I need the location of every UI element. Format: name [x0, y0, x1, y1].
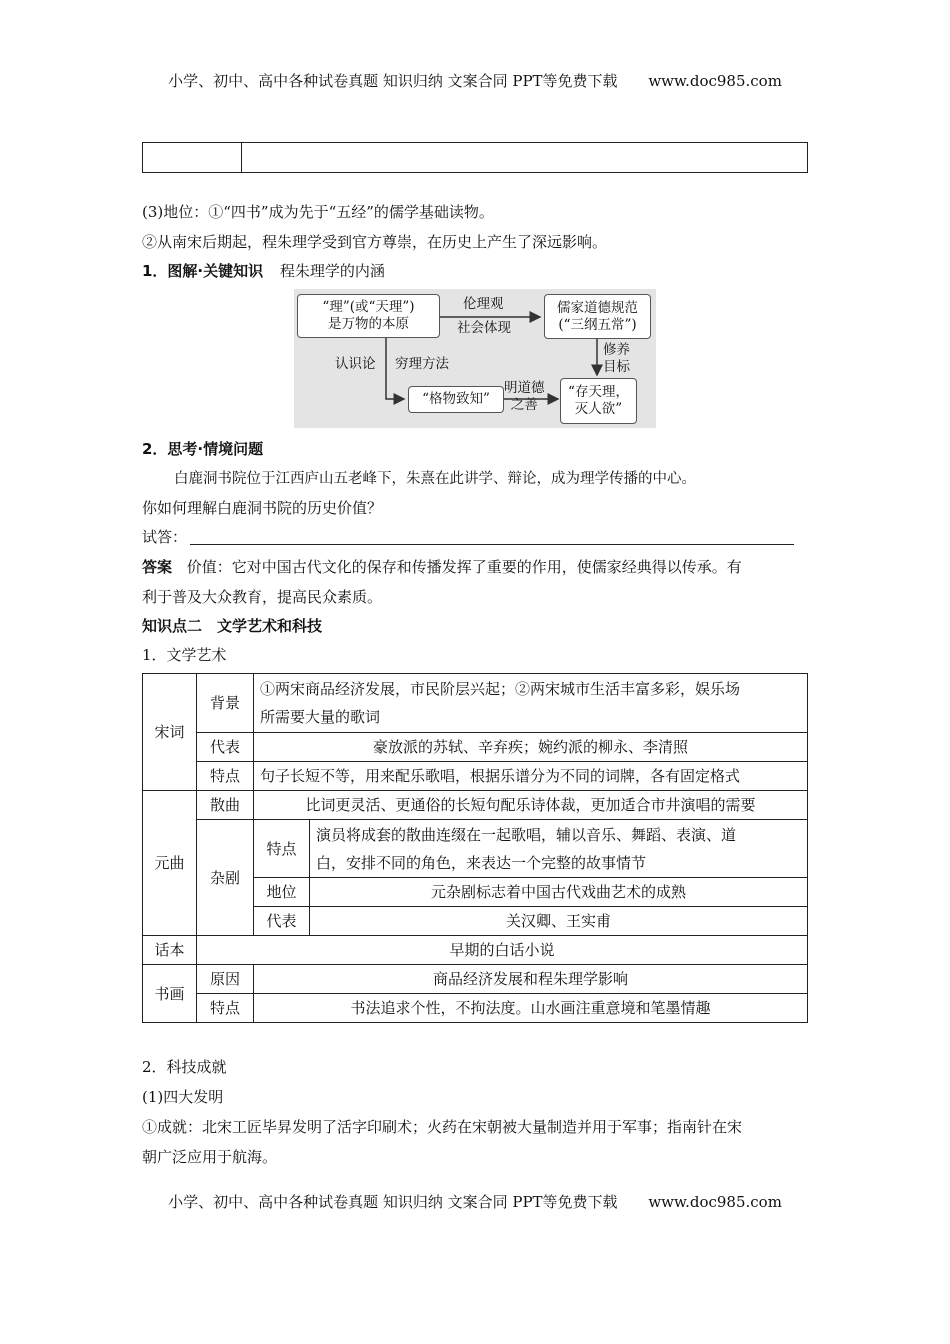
- kp2-title: 知识点二 文学艺术和科技: [142, 617, 323, 635]
- cell-sh-feat-label: 特点: [197, 994, 254, 1023]
- cell-zaju-feat-line2: 白，安排不同的角色，来表达一个完整的故事情节: [316, 853, 647, 872]
- cell-bg-line1: ①两宋商品经济发展，市民阶层兴起；②两宋城市生活丰富多彩，娱乐场: [260, 680, 741, 698]
- label-shehui: 社会体现: [457, 320, 511, 336]
- context-paragraph: 白鹿洞书院位于江西庐山五老峰下，朱熹在此讲学、辩论，成为理学传播的中心。: [174, 471, 696, 487]
- cell-sanqu: 散曲: [197, 791, 254, 820]
- label-xiuyang-line2: 目标: [603, 359, 630, 375]
- cell-bg: [254, 674, 808, 733]
- cell-zaju-feat-line1: 演员将成套的散曲连缀在一起歌唱，辅以音乐、舞蹈、表演、道: [316, 825, 737, 844]
- box-rujia-line1: 儒家道德规范: [557, 299, 638, 316]
- empty-cell-left: [143, 143, 242, 173]
- sci-line-2: 朝广泛应用于航海。: [142, 1148, 278, 1166]
- sci-sub: (1)四大发明: [142, 1088, 224, 1106]
- lixue-diagram: [294, 289, 656, 428]
- label-mingdao: [504, 380, 545, 414]
- box-rujia: [544, 294, 651, 339]
- cell-rep-label: 代表: [197, 733, 254, 762]
- cell-zaju-pos: 元杂剧标志着中国古代戏曲艺术的成熟: [310, 878, 808, 907]
- cell-bg-label: 背景: [197, 674, 254, 733]
- cell-sanqu-text: 比词更灵活、更通俗的长短句配乐诗体裁，更加适合市井演唱的需要: [254, 791, 808, 820]
- cell-feat-label: 特点: [197, 762, 254, 791]
- try-label: 试答：: [142, 528, 188, 546]
- label-xiuyang-line1: 修养: [603, 342, 630, 358]
- top-table-fragment: [142, 142, 808, 173]
- cell-yuanqu: 元曲: [143, 791, 197, 936]
- status-line-1: (3)地位：①“四书”成为先于“五经”的儒学基础读物。: [142, 203, 494, 221]
- label-qiongli: 穷理方法: [395, 356, 449, 372]
- cell-bg-line2: 所需要大量的歌词: [260, 708, 381, 726]
- footer-text: 小学、初中、高中各种试卷真题 知识归纳 文案合同 PPT等免费下载: [168, 1193, 618, 1211]
- box-cun-line2: 灭人欲”: [574, 401, 623, 417]
- header-text: 小学、初中、高中各种试卷真题 知识归纳 文案合同 PPT等免费下载: [168, 72, 618, 90]
- empty-cell-right: [242, 143, 808, 173]
- cell-zaju-feat: [310, 820, 808, 878]
- literature-table: [142, 673, 808, 1023]
- cell-huaben-text: 早期的白话小说: [197, 936, 808, 965]
- section1-subtitle: 程朱理学的内涵: [279, 262, 385, 280]
- label-mingdao-line1: 明道德: [504, 380, 545, 396]
- answer-blank-line: [190, 544, 794, 545]
- cell-zaju-pos-label: 地位: [254, 878, 310, 907]
- answer-label: 答案: [142, 558, 173, 576]
- cell-huaben: 话本: [143, 936, 197, 965]
- cell-rep: 豪放派的苏轼、辛弃疾；婉约派的柳永、李清照: [254, 733, 808, 762]
- lit-title: 1．文学艺术: [142, 646, 227, 664]
- label-renshi: 认识论: [335, 356, 376, 372]
- box-cun: [560, 378, 637, 424]
- answer-line-2: 利于普及大众教育，提高民众素质。: [142, 588, 383, 606]
- sci-line-1: ①成就：北宋工匠毕昇发明了活字印刷术；火药在宋朝被大量制造并用于军事；指南针在宋: [142, 1118, 743, 1136]
- status-line-2: ②从南宋后期起，程朱理学受到官方尊崇，在历史上产生了深远影响。: [142, 233, 608, 251]
- cell-sh-feat: 书法追求个性，不拘法度。山水画注重意境和笔墨情趣: [254, 994, 808, 1023]
- box-gewu-text: “格物致知”: [422, 391, 490, 407]
- cell-cause-label: 原因: [197, 965, 254, 994]
- box-li-line2: 是万物的本原: [328, 316, 409, 332]
- page-footer: [0, 1191, 950, 1212]
- box-gewu: [408, 386, 504, 413]
- answer-text-1: 价值：它对中国古代文化的保存和传播发挥了重要的作用，使儒家经典得以传承。有: [186, 558, 742, 576]
- cell-cause: 商品经济发展和程朱理学影响: [254, 965, 808, 994]
- label-xiuyang: [603, 342, 630, 376]
- cell-feat: 句子长短不等，用来配乐歌唱，根据乐谱分为不同的词牌，各有固定格式: [254, 762, 808, 791]
- cell-zaju-rep-label: 代表: [254, 907, 310, 936]
- section1-heading: [142, 260, 385, 282]
- header-site: www.doc985.com: [648, 72, 782, 90]
- page-header: [0, 70, 950, 91]
- label-lunli: 伦理观: [463, 296, 504, 312]
- section1-title: 1．图解·关键知识: [142, 262, 264, 280]
- cell-songci: 宋词: [143, 674, 197, 791]
- cell-zaju-feat-label: 特点: [254, 820, 310, 878]
- cell-zaju: 杂剧: [197, 820, 254, 936]
- box-li: [297, 294, 440, 338]
- section2-title: 2．思考·情境问题: [142, 440, 264, 458]
- question-text: 你如何理解白鹿洞书院的历史价值？: [142, 499, 383, 517]
- label-mingdao-line2: 之善: [510, 397, 538, 413]
- box-li-line1: “理”(或“天理”): [322, 299, 415, 315]
- sci-title: 2．科技成就: [142, 1058, 227, 1076]
- footer-site: www.doc985.com: [648, 1193, 782, 1211]
- box-cun-line1: “存天理，: [568, 384, 629, 400]
- answer-line-1: [142, 556, 742, 578]
- cell-shuhua: 书画: [143, 965, 197, 1023]
- cell-zaju-rep: 关汉卿、王实甫: [310, 907, 808, 936]
- box-rujia-line2: (“三纲五常”): [558, 316, 637, 333]
